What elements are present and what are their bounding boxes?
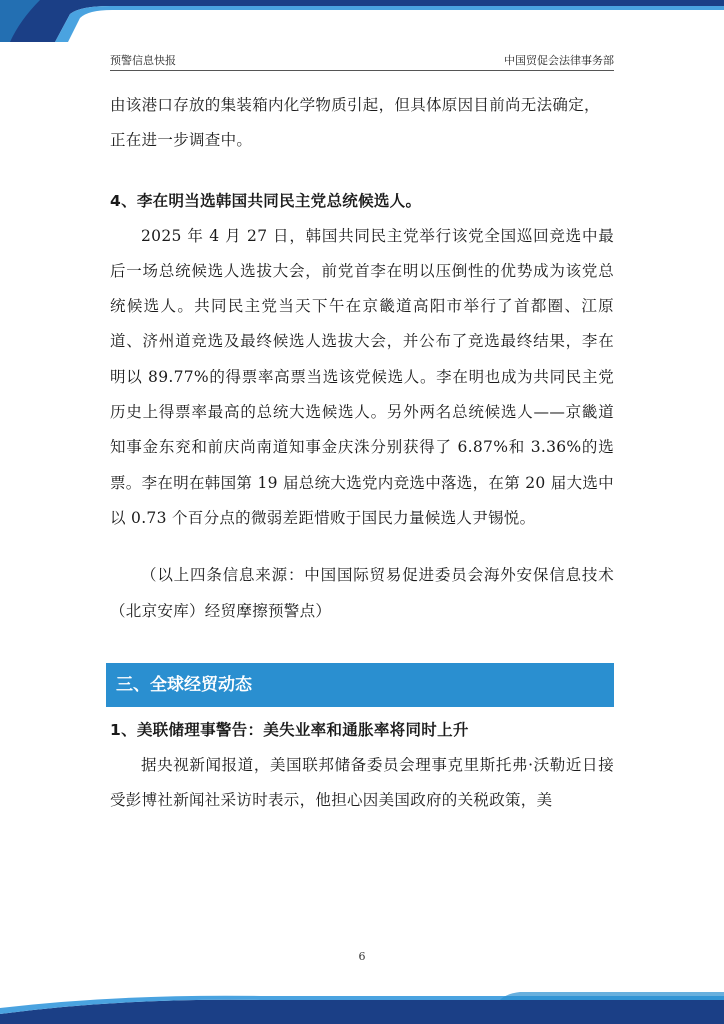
header-right-title: 中国贸促会法律事务部: [504, 54, 614, 67]
section3-item1-text: 据央视新闻报道，美国联邦储备委员会理事克里斯托弗·沃勒近日接受彭博社新闻社采访时表示，他担心因美国政府的关税政策，美: [110, 755, 614, 810]
intro-line-2: 正在进一步调查中。: [110, 131, 253, 150]
top-decoration: [0, 0, 724, 42]
document-body: [110, 88, 614, 818]
section3-item1-heading: 1、美联储理事警告：美失业率和通胀率将同时上升: [110, 720, 469, 739]
item4-heading: 4、李在明当选韩国共同民主党总统候选人。: [110, 191, 422, 210]
page-number: 6: [358, 950, 366, 963]
page-header: [110, 50, 614, 70]
item4-paragraph: 2025 年 4 月 27 日，韩国共同民主党举行该党全国巡回竞选中最后一场总统候选人选拔大会，前党首李在明以压倒性的优势成为该党总统候选人。共同民主党当天下午在京畿道高阳市举行了首都圈、江原道、济州道竞选及最终候选人选拔大会，并公布了竞选最终结果，李在明以 89.77%的得票率高票当选该党候选人。李在明也成为共同民主党历史上得票率最高的总统大选候选人。另外两名总统候选人——京畿道知事金东兖和前庆尚南道知事金庆洙分别获得了 6.87%和 3.36%的选票。李在明在韩国第 19 届总统大选党内竞选中落选，在第 20 届大选中以 0.73 个百分点的微弱差距惜败于国民力量候选人尹锡悦。: [110, 226, 614, 527]
source-note: （以上四条信息来源：中国国际贸易促进委员会海外安保信息技术（北京安库）经贸摩擦预警点）: [110, 566, 614, 620]
header-divider: [110, 70, 614, 71]
section-title-bar: 三、全球经贸动态: [106, 663, 614, 707]
intro-line-1: 由该港口存放的集装箱内化学物质引起，但具体原因目前尚无法确定，: [110, 96, 600, 114]
bottom-decoration: [0, 988, 724, 1024]
header-left-title: 预警信息快报: [110, 54, 176, 67]
